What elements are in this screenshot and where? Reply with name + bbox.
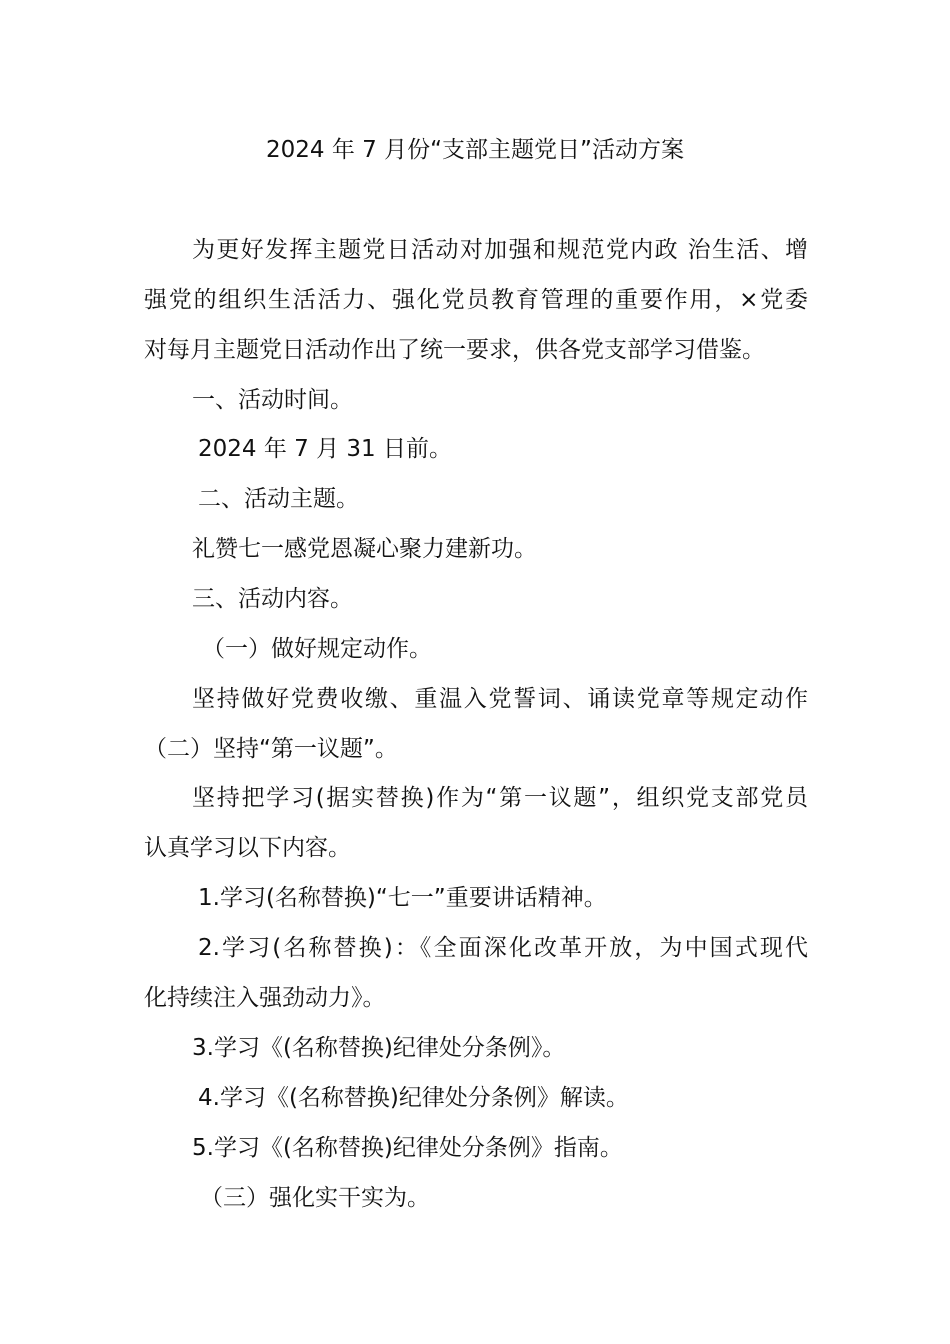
list-item: 2.学习(名称替换)：《全面深化改革开放，为中国式现代 [198,935,808,961]
list-item: 4.学习《(名称替换)纪律处分条例》解读。 [198,1085,629,1111]
section-heading: 一、活动时间。 [192,387,353,413]
list-item: 3.学习《(名称替换)纪律处分条例》。 [192,1035,566,1061]
paragraph-line: 为更好发挥主题党日活动对加强和规范党内政 治生活、增 [192,237,808,263]
section-heading: 三、活动内容。 [192,586,353,612]
document-title: 2024 年 7 月份“支部主题党日”活动方案 [266,137,684,163]
paragraph-line: 坚持做好党费收缴、重温入党誓词、诵读党章等规定动作 [192,686,808,712]
section-heading: 二、活动主题。 [198,486,359,512]
list-item: 1.学习(名称替换)“七一”重要讲话精神。 [198,885,607,911]
paragraph-line: 对每月主题党日活动作出了统一要求，供各党支部学习借鉴。 [144,337,765,363]
list-item: 5.学习《(名称替换)纪律处分条例》指南。 [192,1135,623,1161]
list-item-continuation: 化持续注入强劲动力》。 [144,985,386,1011]
paragraph-line: 强党的组织生活活力、强化党员教育管理的重要作用，×党委 [144,287,808,313]
paragraph-line: 认真学习以下内容。 [144,835,351,861]
subsection-heading: （二）坚持“第一议题”。 [144,736,398,762]
subsection-heading: （一）做好规定动作。 [202,636,432,662]
paragraph-line: 坚持把学习(据实替换)作为“第一议题”，组织党支部党员 [192,785,808,811]
paragraph-line: 2024 年 7 月 31 日前。 [198,436,452,462]
subsection-heading: （三）强化实干实为。 [200,1185,430,1211]
paragraph-line: 礼赞七一感党恩凝心聚力建新功。 [192,536,537,562]
